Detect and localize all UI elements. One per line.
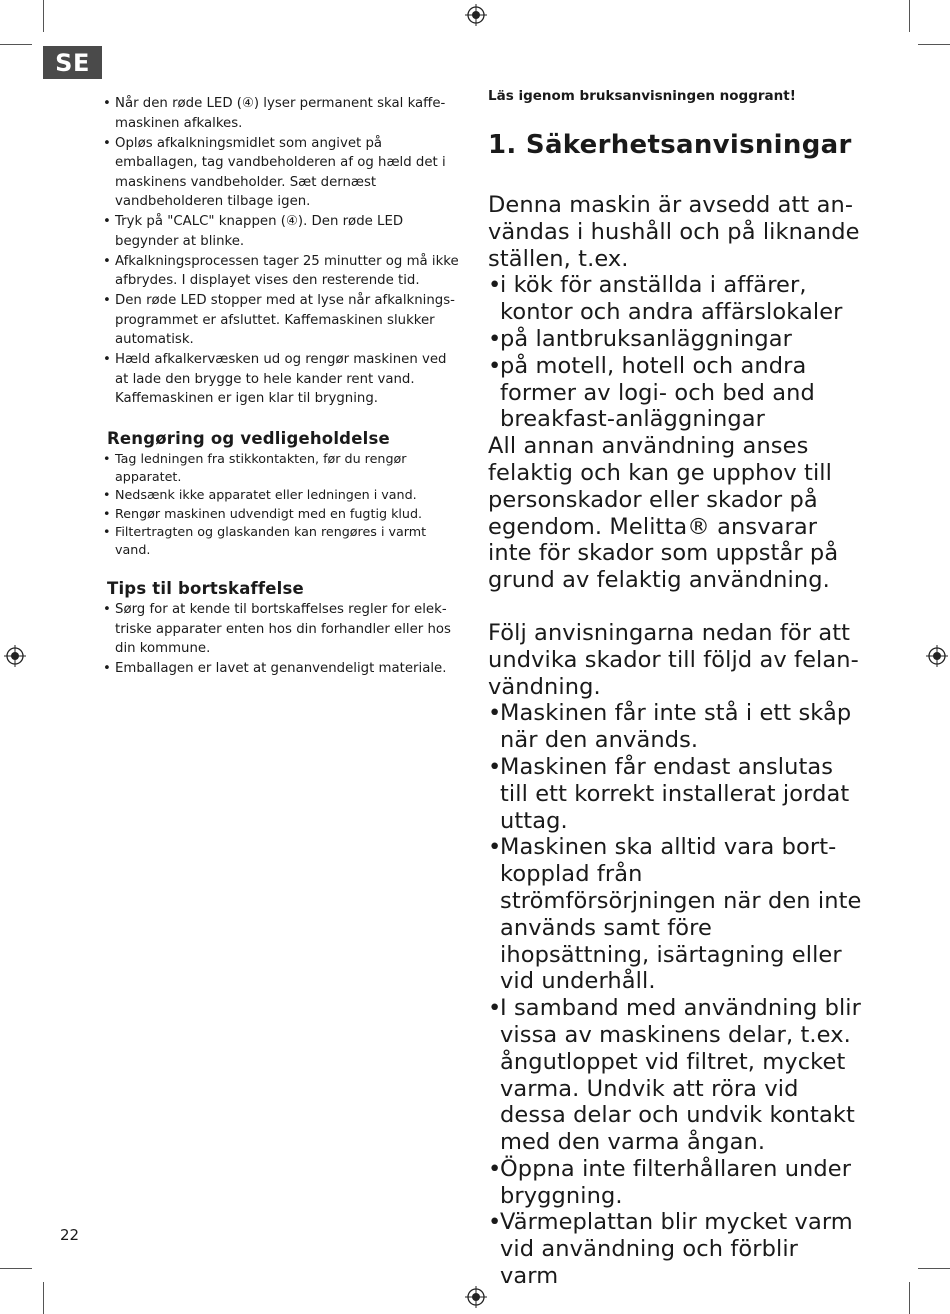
page-number: 22 xyxy=(60,1226,80,1244)
safety-list xyxy=(488,700,863,1290)
crop-mark xyxy=(918,1268,950,1269)
list-item: • Når den røde LED (④) lyser permanent skal kaffemaskinen afkalkes. xyxy=(103,94,461,133)
list-item: • Tag ledningen fra stikkontakten, før du rengør apparatet. xyxy=(103,450,461,486)
registration-mark-icon xyxy=(465,4,487,26)
list-item: • Maskinen får endast anslutas till ett korrekt installerat jordat uttag. xyxy=(488,754,863,834)
crop-mark xyxy=(909,0,910,32)
list-item: • I samband med användning blir vissa av maskinens delar, t.ex. ångutloppet vid filtret, mycket varma. Undvik att röra vid dessa delar och undvik kontakt med den varma ångan. xyxy=(488,995,863,1156)
list-item: • på lantbruksanläggningar xyxy=(488,326,863,353)
crop-mark xyxy=(0,1268,32,1269)
list-item: • Den røde LED stopper med at lyse når afkalkningsprogrammet er afsluttet. Kaffemaskinen slukker automatisk. xyxy=(103,291,461,350)
list-item: • Tryk på "CALC" knappen (④). Den røde LED begynder at blinke. xyxy=(103,212,461,251)
crop-mark xyxy=(43,0,44,32)
read-instructions-note: Läs igenom bruksanvisningen noggrant! xyxy=(488,88,796,104)
right-column xyxy=(488,88,863,1290)
list-item: • Maskinen får inte stå i ett skåp när den används. xyxy=(488,700,863,754)
section-title: 1. Säkerhetsanvisningar xyxy=(488,130,852,160)
cleaning-heading: Rengøring og vedligeholdelse xyxy=(107,428,390,448)
misuse-paragraph: All annan användning anses felaktig och kan ge upphov till personskador eller skador på egendom. Melitta® ansvarar inte för skador som uppstår på grund av felaktig användning. xyxy=(488,433,839,594)
list-item: • Maskinen ska alltid vara bortkopplad från strömförsörjningen när den inte används samt före ihopsättning, isärtagning eller vid underhåll. xyxy=(488,834,863,995)
list-item: • i kök för anställda i affärer, kontor och andra affärslokaler xyxy=(488,272,863,326)
left-column xyxy=(103,94,461,679)
list-item: • Rengør maskinen udvendigt med en fugtig klud. xyxy=(103,505,461,523)
intro-paragraph: Denna maskin är avsedd att användas i hushåll och på liknande ställen, t.ex. xyxy=(488,192,860,272)
decalc-list xyxy=(103,94,461,409)
language-badge: SE xyxy=(43,46,102,79)
registration-mark-icon xyxy=(4,645,26,667)
list-item: • Sørg for at kende til bortskaffelses regler for elektriske apparater enten hos din forhandler eller hos din kommune. xyxy=(103,600,461,659)
registration-mark-icon xyxy=(926,645,948,667)
list-item: • Nedsænk ikke apparatet eller ledningen i vand. xyxy=(103,486,461,504)
crop-mark xyxy=(918,44,950,45)
list-item: • Hæld afkalkervæsken ud og rengør maskinen ved at lade den brygge to hele kander rent vand. Kaffemaskinen er igen klar til brygning. xyxy=(103,350,461,409)
cleaning-list xyxy=(103,450,461,560)
disposal-heading: Tips til bortskaffelse xyxy=(107,579,304,598)
intro-list xyxy=(488,272,863,433)
crop-mark xyxy=(0,44,32,45)
list-item: • på motell, hotell och andra former av logi- och bed and breakfast-anläggningar xyxy=(488,353,863,433)
list-item: • Öppna inte filterhållaren under bryggning. xyxy=(488,1156,863,1210)
crop-mark xyxy=(43,1282,44,1314)
crop-mark xyxy=(909,1282,910,1314)
list-item: • Opløs afkalkningsmidlet som angivet på emballagen, tag vandbeholderen af og hæld det i maskinens vandbeholder. Sæt dernæst vandbeholderen tilbage igen. xyxy=(103,134,461,212)
list-item: • Afkalkningsprocessen tager 25 minutter og må ikke afbrydes. I displayet vises den resterende tid. xyxy=(103,252,461,291)
list-item: • Filtertragten og glaskanden kan rengøres i varmt vand. xyxy=(103,523,461,559)
list-item: • Värmeplattan blir mycket varm vid användning och förblir varm xyxy=(488,1209,863,1289)
disposal-list xyxy=(103,600,461,679)
list-item: • Emballagen er lavet at genanvendeligt materiale. xyxy=(103,659,461,679)
registration-mark-icon xyxy=(465,1286,487,1308)
follow-paragraph: Följ anvisningarna nedan för att undvika skador till följd av felanvändning. xyxy=(488,619,859,700)
